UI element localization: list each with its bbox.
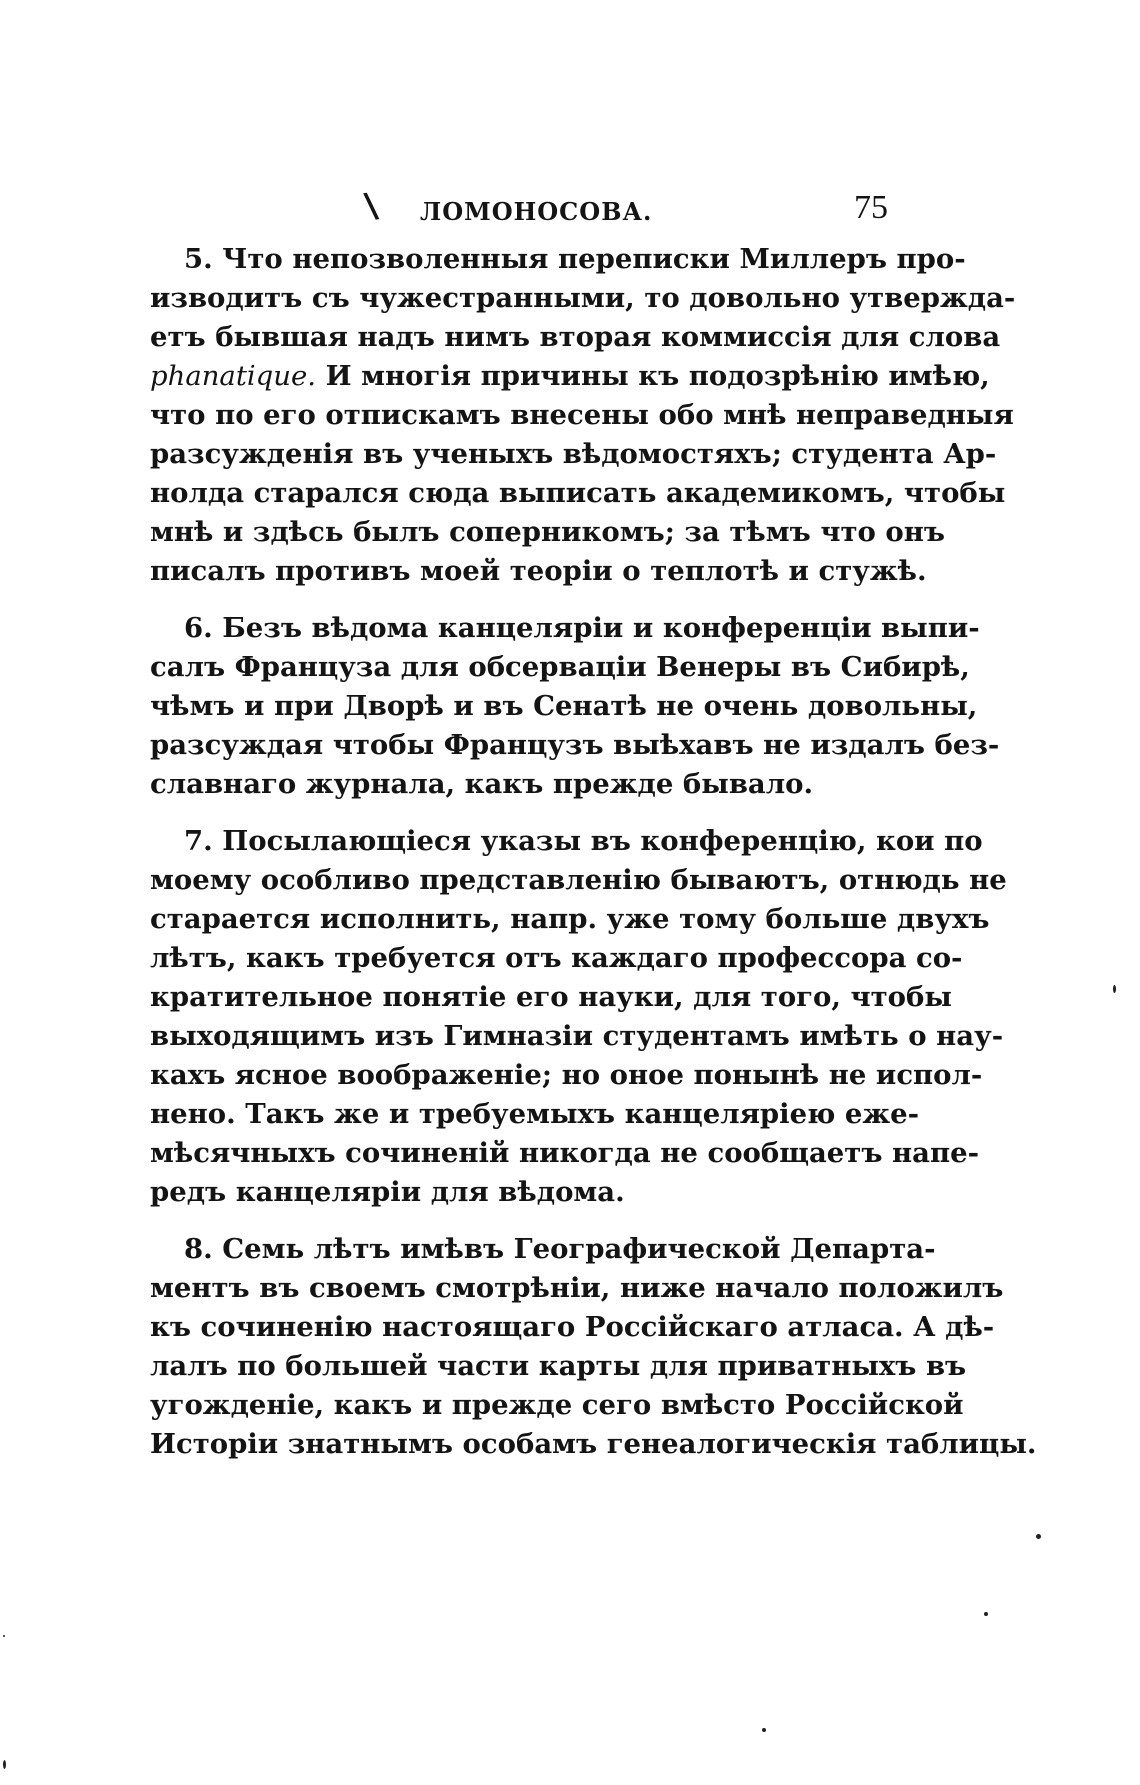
text-line: писалъ противъ моей теоріи о теплотѣ и стужѣ. <box>150 555 927 587</box>
text-line: мнѣ и здѣсь былъ соперникомъ; за тѣмъ что онъ <box>150 516 945 548</box>
text-segment: И многія причины къ подозрѣнію имѣю, <box>316 360 990 392</box>
text-line: лѣтъ, какъ требуется отъ каждаго профессора со- <box>150 942 963 974</box>
text-line: Исторіи знатнымъ особамъ генеалогическія таблицы. <box>150 1428 1037 1460</box>
text-line: 7. Посылающіеся указы въ конференцію, кои по <box>184 825 983 857</box>
paragraph-6 <box>150 609 1000 804</box>
text-line: ментъ въ своемъ смотрѣніи, ниже начало положилъ <box>150 1272 1004 1304</box>
text-line: славнаго журнала, какъ прежде бывало. <box>150 768 814 800</box>
text-line: етъ бывшая надъ нимъ вторая коммиссія для слова <box>150 321 1001 353</box>
header-mark: \ <box>362 185 381 227</box>
text-line: угожденіе, какъ и прежде сего вмѣсто Россійской <box>150 1389 964 1421</box>
text-line: старается исполнить, напр. уже тому больше двухъ <box>150 903 990 935</box>
text-line: разсужденія въ ученыхъ вѣдомостяхъ; студента Ар- <box>150 438 997 470</box>
scan-speck <box>3 1635 5 1637</box>
text-line: нено. Такъ же и требуемыхъ канцеляріею еже- <box>150 1098 920 1130</box>
text-line: чѣмъ и при Дворѣ и въ Сенатѣ не очень довольны, <box>150 690 978 722</box>
text-line: салъ Француза для обсерваціи Венеры въ Сибирѣ, <box>150 651 970 683</box>
text-line: моему особливо представленію бываютъ, отнюдь не <box>150 864 1007 896</box>
text-line: что по его отпискамъ внесены обо мнѣ неправедныя <box>150 399 1014 431</box>
text-line: 8. Семь лѣтъ имѣвъ Географической Департа- <box>184 1233 936 1265</box>
text-line: мѣсячныхъ сочиненій никогда не сообщаетъ напе- <box>150 1137 979 1169</box>
text-line: 5. Что непозволенныя переписки Миллеръ про- <box>184 243 966 275</box>
running-header <box>150 185 890 230</box>
paragraph-8 <box>150 1230 1037 1464</box>
text-line: выходящимъ изъ Гимназіи студентамъ имѣть о нау- <box>150 1020 1004 1052</box>
header-title: ЛОМОНОСОВА. <box>420 197 653 226</box>
scan-speck <box>762 1728 766 1732</box>
text-line: разсуждая чтобы Французъ выѣхавъ не издалъ без- <box>150 729 1000 761</box>
body-text <box>150 240 1037 1464</box>
scan-speck <box>3 1760 6 1769</box>
paragraph-7 <box>150 822 1007 1212</box>
text-line: редъ канцеляріи для вѣдома. <box>150 1176 625 1208</box>
page-number: 75 <box>854 189 888 226</box>
text-line: нолда старался сюда выписать академикомъ, чтобы <box>150 477 1006 509</box>
text-line: лалъ по большей части карты для приватныхъ въ <box>150 1350 967 1382</box>
foreign-word: phanatique. <box>150 360 316 392</box>
text-line: къ сочиненію настоящаго Россійскаго атласа. А дѣ- <box>150 1311 995 1343</box>
text-line: кратительное понятіе его науки, для того, чтобы <box>150 981 952 1013</box>
scan-speck <box>1113 985 1116 993</box>
text-line-mixed <box>150 357 990 396</box>
text-line: изводитъ съ чужестранными, то довольно утвержда- <box>150 282 1016 314</box>
text-line: кахъ ясное воображеніе; но оное понынѣ не испол- <box>150 1059 983 1091</box>
scan-speck <box>1036 1534 1041 1539</box>
scan-speck <box>984 1612 988 1616</box>
text-line: 6. Безъ вѣдома канцеляріи и конференціи выпи- <box>184 612 980 644</box>
paragraph-5 <box>150 240 1016 591</box>
